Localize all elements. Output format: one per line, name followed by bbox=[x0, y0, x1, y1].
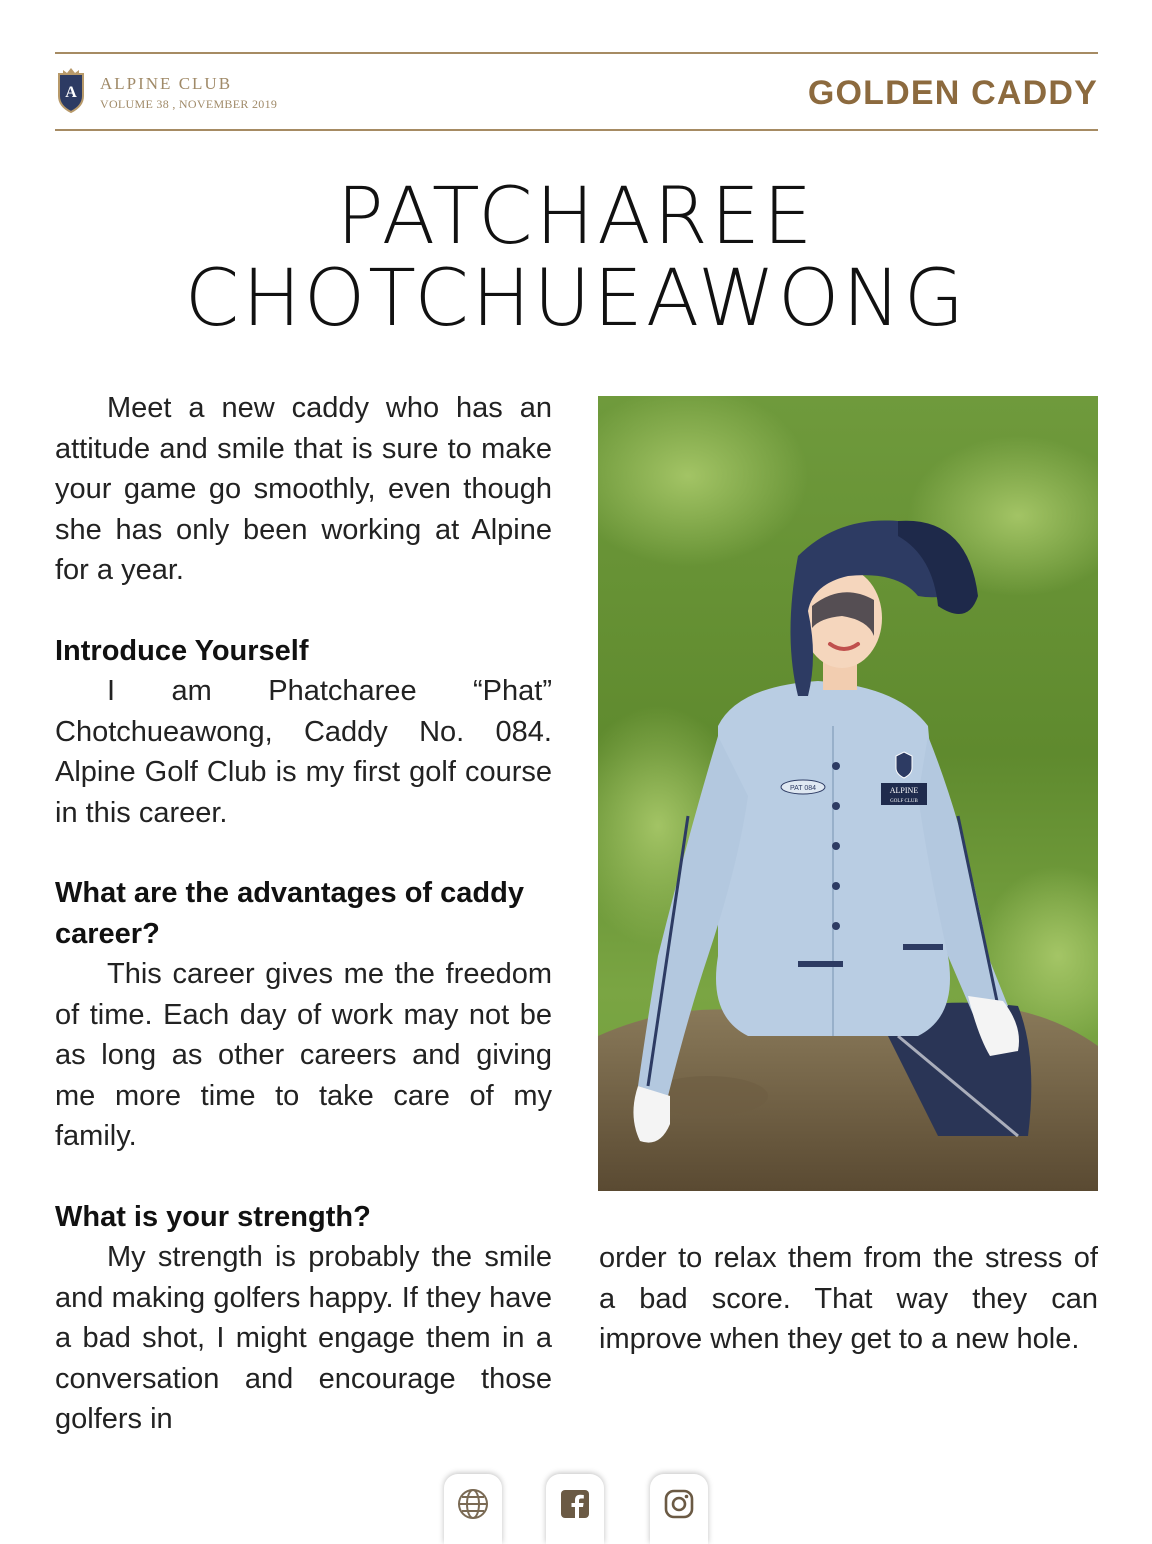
title-last-name: CHOTCHUEAWONG bbox=[184, 254, 968, 344]
title-first-name: PATCHAREE bbox=[336, 172, 816, 262]
club-name: ALPINE CLUB bbox=[100, 74, 233, 93]
answer-advantages: This career gives me the freedom of time. Each day of work may not be as long as other careers and giving me more time to take care of my family. bbox=[55, 958, 552, 1152]
question-introduce: Introduce Yourself bbox=[55, 634, 309, 667]
club-badge-line2: GOLF CLUB bbox=[890, 799, 918, 804]
logo-letter: A bbox=[65, 84, 77, 101]
answer-introduce: I am Phatcharee “Phat” Chotchueawong, Caddy No. 084. Alpine Golf Club is my first golf course in this career. bbox=[55, 675, 552, 829]
page-title bbox=[0, 172, 1152, 344]
intro-paragraph: Meet a new caddy who has an attitude and smile that is sure to make your game go smoothly, even though she has only been working at Alpine for a year. bbox=[55, 392, 552, 586]
question-strength: What is your strength? bbox=[55, 1200, 371, 1233]
article-left-column bbox=[55, 388, 552, 1440]
instagram-link[interactable] bbox=[650, 1474, 708, 1544]
club-badge-line1: ALPINE bbox=[889, 786, 919, 795]
name-badge: PAT 084 bbox=[789, 785, 817, 792]
caddy-photo bbox=[598, 396, 1098, 1191]
question-advantages: What are the advantages of caddy career? bbox=[55, 877, 524, 950]
issue-volume: VOLUME 38 , NOVEMBER 2019 bbox=[100, 97, 278, 111]
answer-strength-part2: order to relax them from the stress of a bad score. That way they can improve when they get to a new hole. bbox=[599, 1242, 1098, 1355]
article-right-column bbox=[599, 1238, 1098, 1360]
globe-icon bbox=[457, 1488, 489, 1520]
alpine-crest-icon bbox=[55, 66, 87, 114]
facebook-icon bbox=[559, 1488, 591, 1520]
section-title: GOLDEN CADDY bbox=[807, 74, 1098, 112]
header-top-rule bbox=[55, 52, 1098, 54]
answer-strength-part1: My strength is probably the smile and making golfers happy. If they have a bad shot, I might engage them in a conversation and encourage those golfers in bbox=[55, 1241, 552, 1435]
website-link[interactable] bbox=[444, 1474, 502, 1544]
header-bottom-rule bbox=[55, 129, 1098, 131]
facebook-link[interactable] bbox=[546, 1474, 604, 1544]
instagram-icon bbox=[663, 1488, 695, 1520]
